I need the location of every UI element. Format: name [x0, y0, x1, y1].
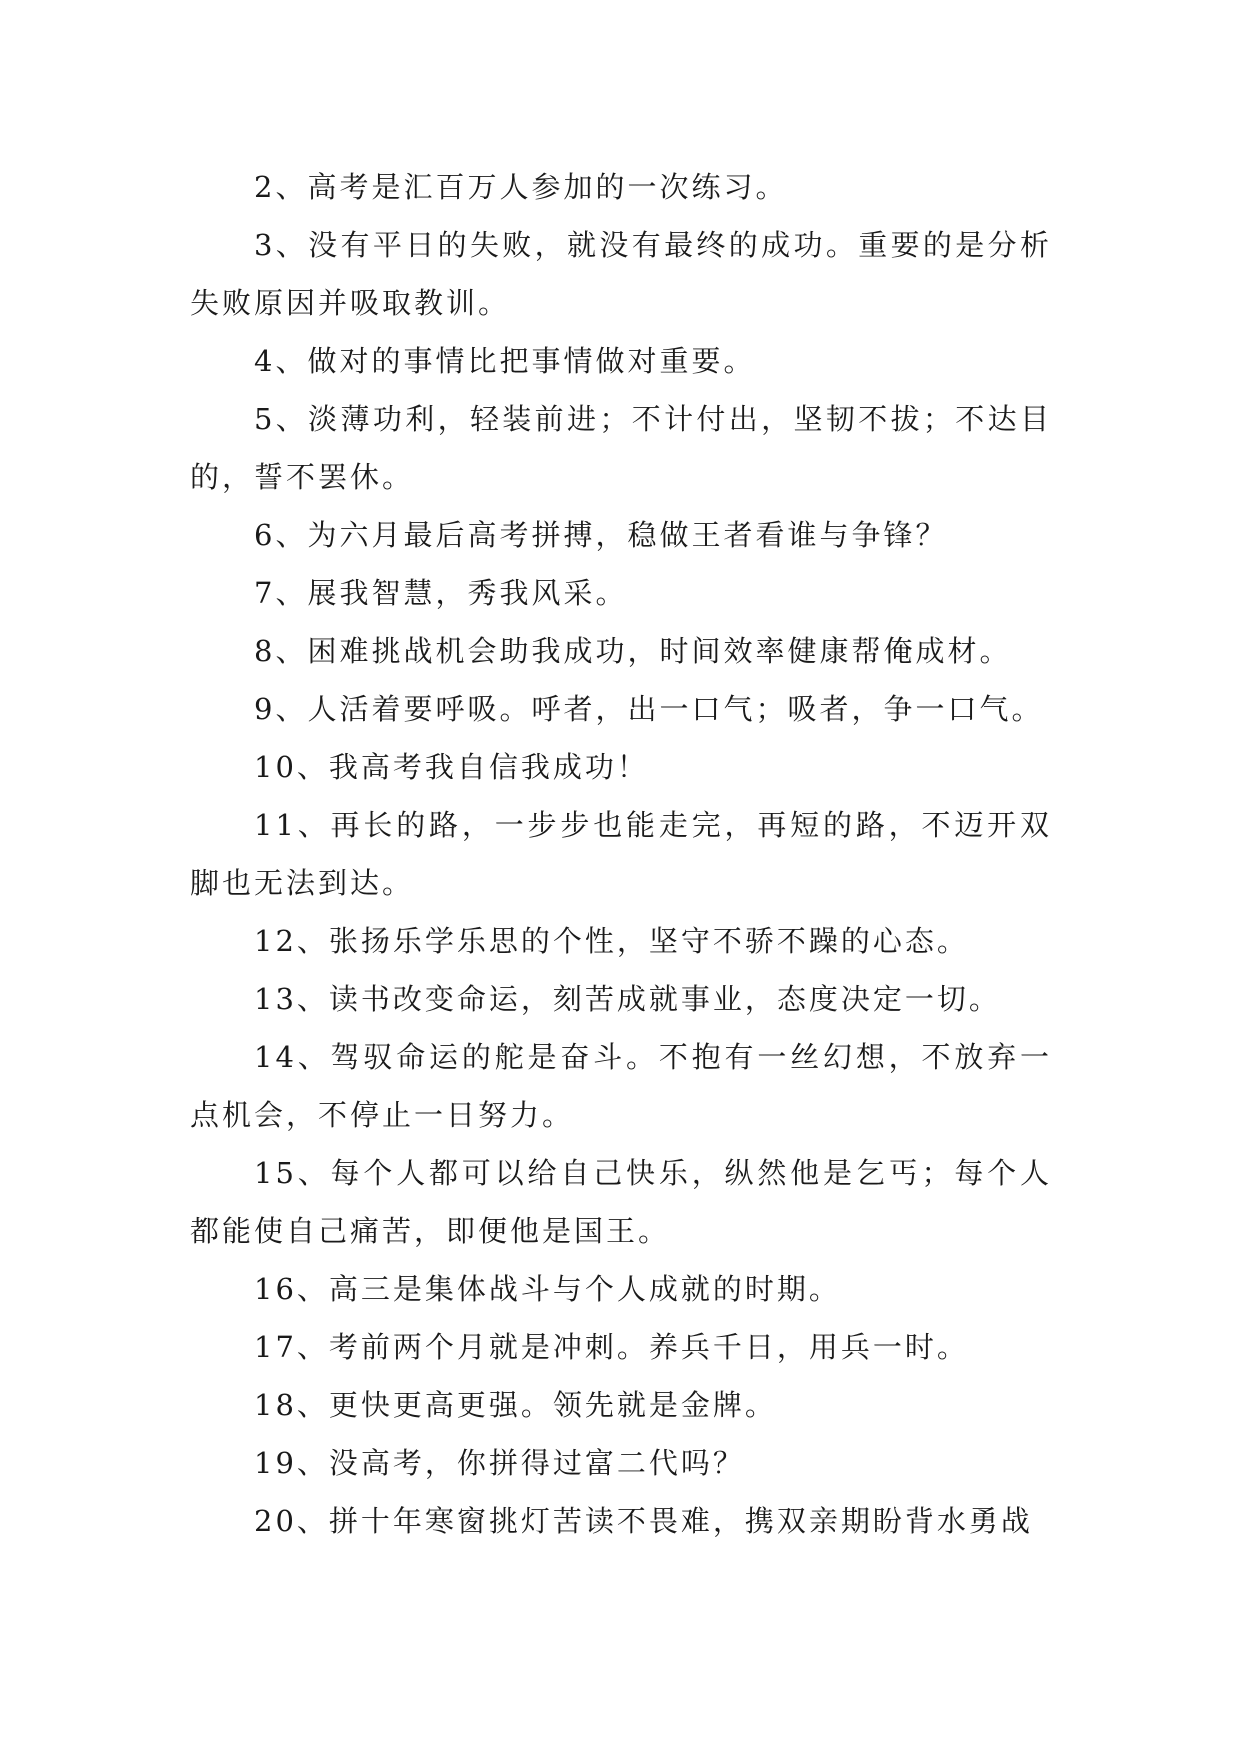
- paragraph-6: 6、为六月最后高考拼搏，稳做王者看谁与争锋？: [254, 518, 948, 552]
- paragraph-11: 11、再长的路，一步步也能走完，再短的路，不迈开双脚也无法到达。: [190, 808, 1052, 900]
- paragraph-8: 8、困难挑战机会助我成功，时间效率健康帮俺成材。: [254, 634, 1012, 668]
- paragraph-3: 3、没有平日的失败，就没有最终的成功。重要的是分析失败原因并吸取教训。: [190, 228, 1052, 320]
- paragraph-5: 5、淡薄功利，轻装前进；不计付出，坚韧不拔；不达目的，誓不罢休。: [190, 402, 1052, 494]
- paragraph-7: 7、展我智慧，秀我风采。: [254, 576, 628, 610]
- paragraph-12: 12、张扬乐学乐思的个性，坚守不骄不躁的心态。: [254, 924, 969, 958]
- paragraph-14: 14、驾驭命运的舵是奋斗。不抱有一丝幻想，不放弃一点机会，不停止一日努力。: [190, 1040, 1052, 1132]
- paragraph-20: 20、拼十年寒窗挑灯苦读不畏难，携双亲期盼背水勇战: [254, 1504, 1033, 1538]
- paragraph-15: 15、每个人都可以给自己快乐，纵然他是乞丐；每个人都能使自己痛苦，即便他是国王。: [190, 1156, 1052, 1248]
- paragraph-17: 17、考前两个月就是冲刺。养兵千日，用兵一时。: [254, 1330, 969, 1364]
- document-body: [190, 158, 1052, 1550]
- paragraph-4: 4、做对的事情比把事情做对重要。: [254, 344, 756, 378]
- paragraph-18: 18、更快更高更强。领先就是金牌。: [254, 1388, 777, 1422]
- paragraph-16: 16、高三是集体战斗与个人成就的时期。: [254, 1272, 841, 1306]
- paragraph-10: 10、我高考我自信我成功！: [254, 750, 649, 784]
- paragraph-2: 2、高考是汇百万人参加的一次练习。: [254, 170, 788, 204]
- paragraph-9: 9、人活着要呼吸。呼者，出一口气；吸者，争一口气。: [254, 692, 1044, 726]
- paragraph-19: 19、没高考，你拼得过富二代吗？: [254, 1446, 745, 1480]
- paragraph-13: 13、读书改变命运，刻苦成就事业，态度决定一切。: [254, 982, 1001, 1016]
